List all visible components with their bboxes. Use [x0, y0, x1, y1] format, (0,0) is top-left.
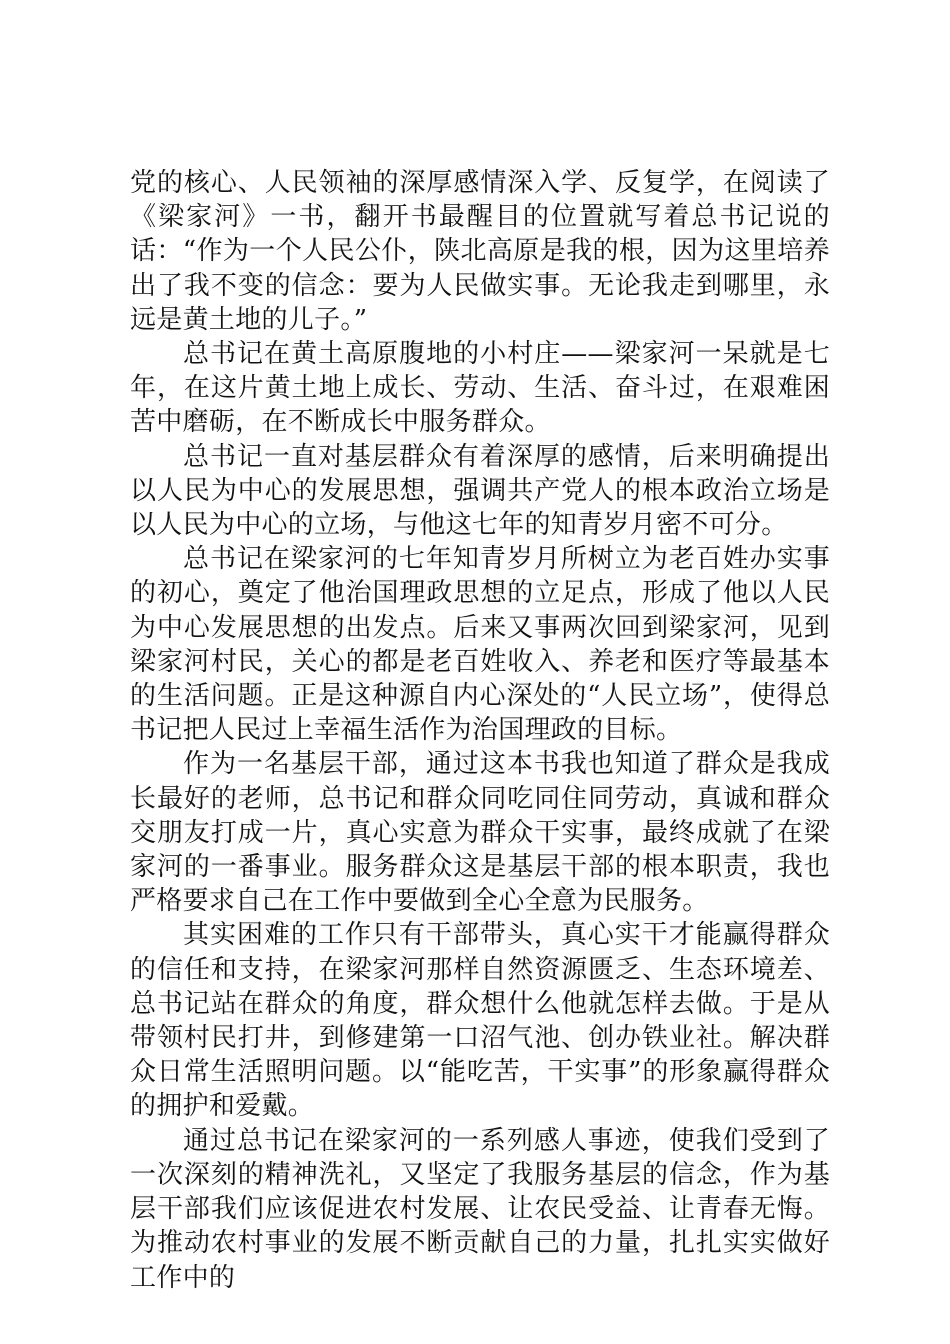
paragraph-7: 通过总书记在梁家河的一系列感人事迹，使我们受到了一次深刻的精神洗礼，又坚定了我服务基层的信念，作为基层干部我们应该促进农村发展、让农民受益、让青春无悔。为推动农村事业的发展不断贡献自己的力量，扎扎实实做好工作中的 — [130, 1125, 830, 1293]
paragraph-5: 作为一名基层干部，通过这本书我也知道了群众是我成长最好的老师，总书记和群众同吃同住同劳动，真诚和群众交朋友打成一片，真心实意为群众干实事，最终成就了在梁家河的一番事业。服务群众这是基层干部的根本职责，我也严格要求自己在工作中要做到全心全意为民服务。 — [130, 749, 830, 917]
paragraph-2: 总书记在黄土高原腹地的小村庄——梁家河一呆就是七年，在这片黄土地上成长、劳动、生活、奋斗过，在艰难困苦中磨砺，在不断成长中服务群众。 — [130, 339, 830, 438]
document-body — [130, 166, 830, 1295]
paragraph-1: 党的核心、人民领袖的深厚感情深入学、反复学，在阅读了《梁家河》一书，翻开书最醒目的位置就写着总书记说的话：“作为一个人民公仆，陕北高原是我的根，因为这里培养出了我不变的信念：要为人民做实事。无论我走到哪里，永远是黄土地的儿子。” — [130, 168, 830, 335]
paragraph-4: 总书记在梁家河的七年知青岁月所树立为老百姓办实事的初心，奠定了他治国理政思想的立足点，形成了他以人民为中心发展思想的出发点。后来又事两次回到梁家河，见到梁家河村民，关心的都是老百姓收入、养老和医疗等最基本的生活问题。正是这种源自内心深处的“人民立场”，使得总书记把人民过上幸福生活作为治国理政的目标。 — [130, 544, 830, 746]
paragraph-3: 总书记一直对基层群众有着深厚的感情，后来明确提出以人民为中心的发展思想，强调共产党人的根本政治立场是以人民为中心的立场，与他这七年的知青岁月密不可分。 — [130, 441, 830, 541]
paragraph-6: 其实困难的工作只有干部带头，真心实干才能赢得群众的信任和支持，在梁家河那样自然资源匮乏、生态环境差、总书记站在群众的角度，群众想什么他就怎样去做。于是从带领村民打井，到修建第一口沼气池、创办铁业社。解决群众日常生活照明问题。以“能吃苦，干实事”的形象赢得群众的拥护和爱戴。 — [130, 920, 830, 1122]
